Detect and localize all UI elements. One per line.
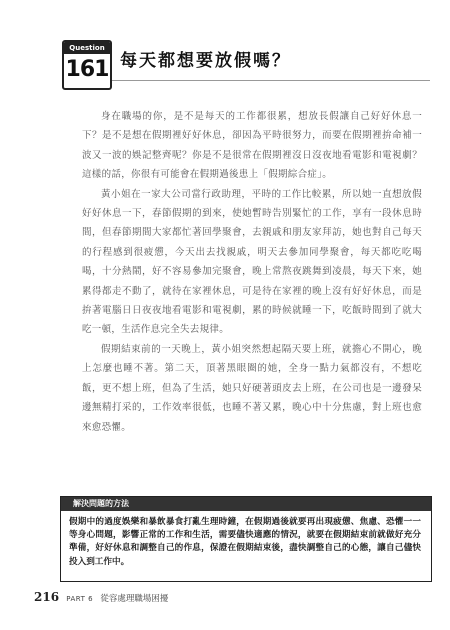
part-label: PART 6 bbox=[66, 595, 94, 603]
body-text bbox=[82, 107, 422, 437]
paragraph-2: 黃小姐在一家大公司當行政助理，平時的工作比較累，所以她一直想放假好好休息一下，春節假期的到來，使她暫時告別緊忙的工作，享有一段休息時間，但春節期間大家都忙著回學聚會，去親戚和朋友家拜訪，她也對自己每天的行程感到很疲憊，今天出去找親戚，明天去參加同學聚會，每天都吃吃喝喝，十分熱鬧，好不容易參加完聚會，晚上常熬夜跳舞到凌晨，每天下來，她累得都走不動了，就待在家裡休息，可是待在家裡的晚上沒有好好休息，而是拚著電腦日日夜夜地看電影和電視劇，累的時候就睡一下，吃飯時間到了就大吃一頓，生活作息完全失去規律。 bbox=[82, 188, 422, 336]
callout-label: 解決問題的方法 bbox=[69, 498, 133, 510]
page-title: 每天都想要放假嗎？ bbox=[120, 51, 291, 71]
page-footer bbox=[34, 590, 168, 604]
title-divider bbox=[112, 80, 430, 81]
question-label: Question bbox=[64, 42, 110, 54]
question-number: 161 bbox=[65, 57, 109, 82]
callout-text: 假期中的過度娛樂和暴飲暴食打亂生理時鐘，在假期過後就要再出現疲憊、焦慮、恐懼一一等身心問題，影響正常的工作和生活，需要儘快適應的情況，就要在假期結束前就做好充分準備，好好休息和調整自己的作息，保證在假期結束後，盡快調整自己的心態，讓自己儘快投入到工作中。 bbox=[69, 517, 421, 567]
paragraph-1: 身在職場的你，是不是每天的工作都很累，想放長假讓自己好好休息一下？是不是想在假期裡好好休息，卻因為平時很努力，而要在假期裡拚命補一波又一波的娛記整齊呢？你是不是很常在假期裡沒日沒夜地看電影和電視劇？這樣的話，你很有可能會在假期過後患上「假期綜合症」。 bbox=[82, 111, 422, 181]
question-badge bbox=[62, 40, 112, 90]
solution-callout bbox=[60, 496, 432, 582]
page-number: 216 bbox=[34, 590, 60, 604]
section-title: 從容處理職場困擾 bbox=[100, 594, 169, 604]
paragraph-3: 假期結束前的一天晚上，黃小姐突然想起隔天要上班，就擔心不開心，晚上怎麼也睡不著。第二天，頂著黑眼圈的她，全身一點力氣都沒有，不想吃飯，更不想上班，但為了生活，她只好硬著頭皮去上班，在公司也是一邊發呆邊無精打采的，工作效率很低，也睡不著又累，晚心中十分焦慮，對上班也愈來愈恐懼。 bbox=[82, 343, 422, 433]
